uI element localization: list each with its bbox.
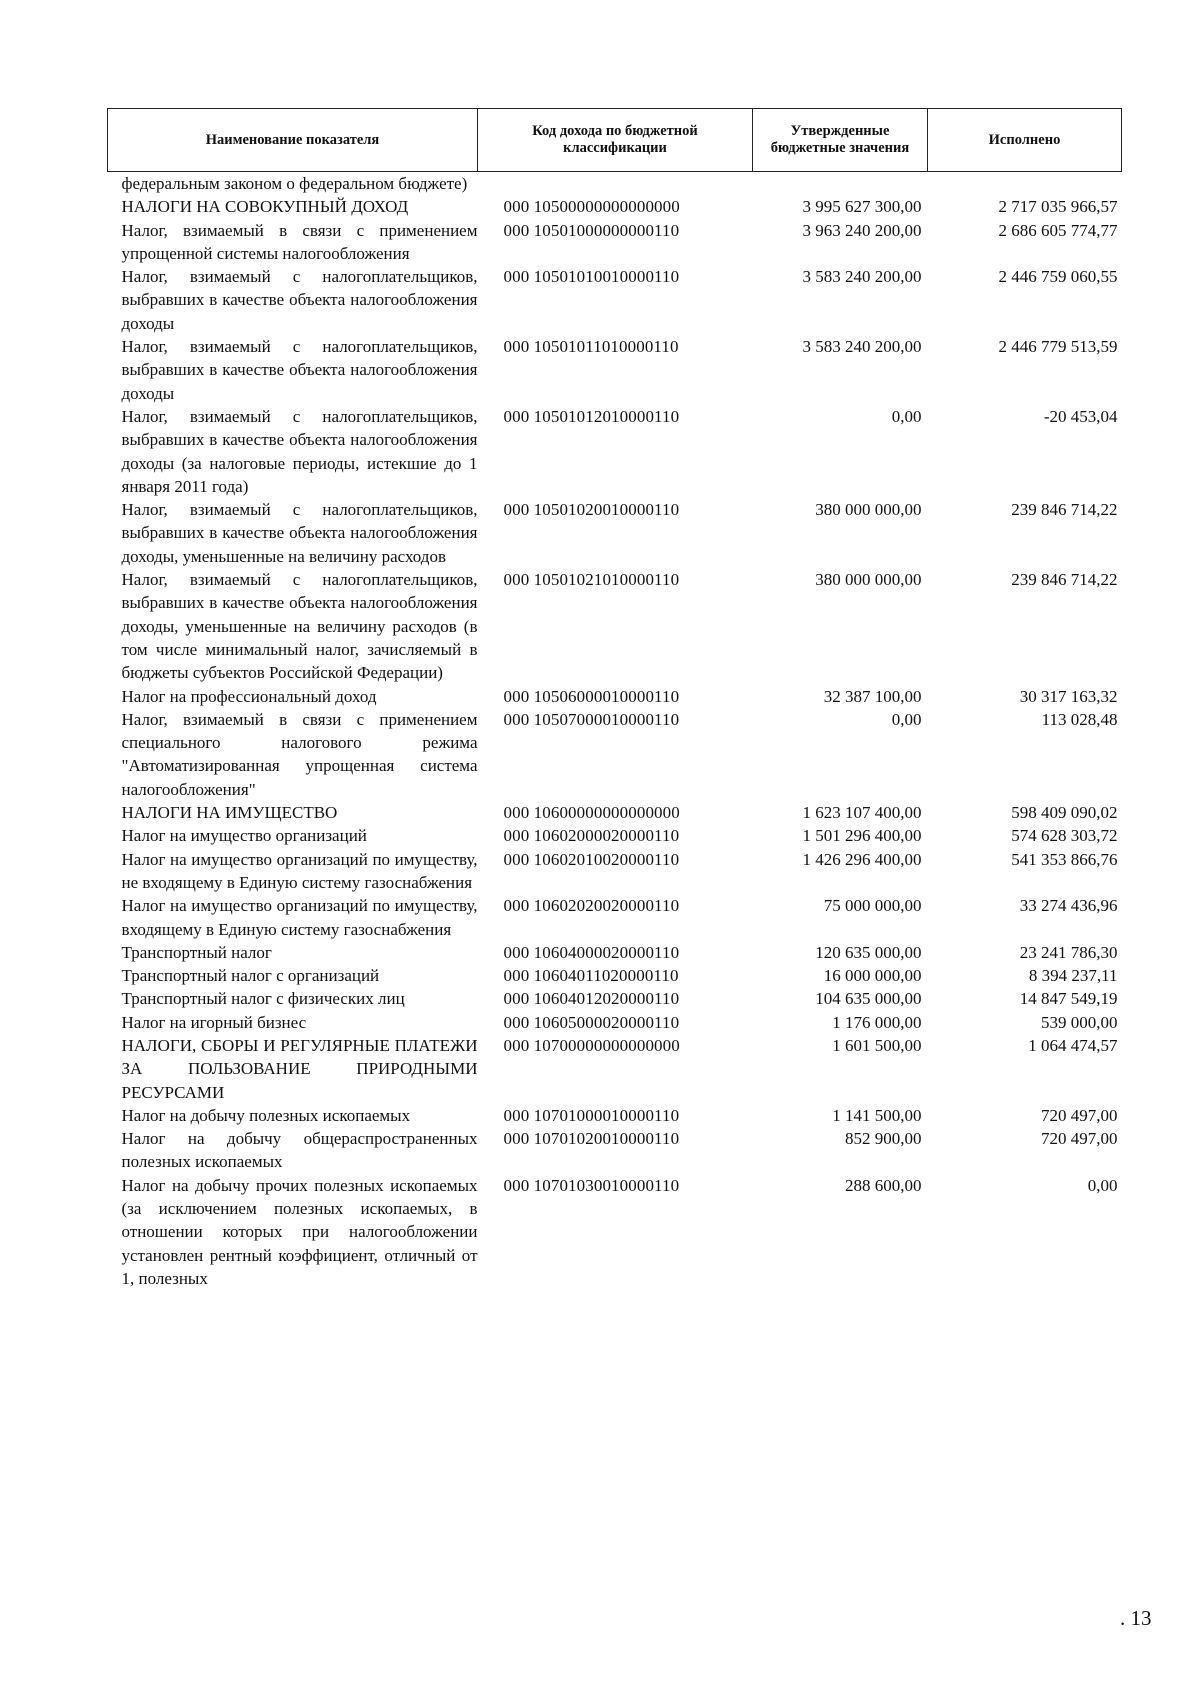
table-row: [108, 498, 1122, 568]
row-name: НАЛОГИ, СБОРЫ И РЕГУЛЯРНЫЕ ПЛАТЕЖИ ЗА ПОЛЬЗОВАНИЕ ПРИРОДНЫМИ РЕСУРСАМИ: [121, 1035, 478, 1102]
row-code: 000 10604012020000110: [503, 989, 680, 1009]
row-name: Транспортный налог с организаций: [121, 966, 380, 986]
row-code: [478, 172, 753, 196]
row-executed: 14 847 549,19: [1019, 989, 1118, 1009]
header-name: Наименование показателя: [108, 109, 478, 172]
row-approved: 1 501 296 400,00: [802, 826, 922, 846]
row-name: НАЛОГИ НА ИМУЩЕСТВО: [121, 803, 338, 823]
row-executed: 2 717 035 966,57: [998, 197, 1118, 217]
row-name: Налог, взимаемый с налогоплательщиков, выбравших в качестве объекта налогообложения доходы (за налоговые периоды, истекшие до 1 января 2011 года): [121, 406, 478, 496]
row-approved: 3 995 627 300,00: [802, 197, 922, 217]
table-row: [108, 335, 1122, 405]
header-approved: Утвержденные бюджетные значения: [753, 109, 928, 172]
row-approved: 380 000 000,00: [815, 500, 922, 520]
report-page: [107, 108, 1121, 1290]
row-executed: 2 446 779 513,59: [998, 337, 1118, 357]
row-name: Налог, взимаемый с налогоплательщиков, выбравших в качестве объекта налогообложения доходы, уменьшенные на величину расходов: [121, 500, 478, 566]
row-name: Налог, взимаемый с налогоплательщиков, выбравших в качестве объекта налогообложения доходы: [121, 267, 478, 333]
table-row: [108, 964, 1122, 987]
table-row: [108, 848, 1122, 895]
table-row: [108, 265, 1122, 335]
row-name: Налог на имущество организаций по имуществу, не входящему в Единую систему газоснабжения: [121, 849, 478, 892]
row-approved: 1 141 500,00: [832, 1105, 922, 1125]
row-code: 000 10507000010000110: [503, 709, 680, 729]
row-approved: 1 176 000,00: [832, 1012, 922, 1032]
row-executed: 113 028,48: [1041, 709, 1118, 729]
row-name: НАЛОГИ НА СОВОКУПНЫЙ ДОХОД: [121, 197, 409, 217]
row-executed: 574 628 303,72: [1011, 826, 1118, 846]
row-executed: 23 241 786,30: [1019, 942, 1118, 962]
table-row: [108, 405, 1122, 498]
row-executed: 239 846 714,22: [1011, 500, 1118, 520]
row-code: 000 10501020010000110: [503, 500, 680, 520]
row-name: Налог на игорный бизнес: [121, 1012, 307, 1032]
row-executed: 0,00: [1087, 1175, 1118, 1195]
row-name: Налог на имущество организаций: [121, 826, 367, 846]
row-executed: 30 317 163,32: [1019, 686, 1118, 706]
row-approved: 380 000 000,00: [815, 570, 922, 590]
row-name: Налог на добычу общераспространенных полезных ископаемых: [121, 1129, 478, 1172]
row-approved: 288 600,00: [845, 1175, 922, 1195]
row-executed: -20 453,04: [1043, 406, 1118, 426]
page-number: . 13: [1120, 1606, 1152, 1630]
row-name: Налог, взимаемый с налогоплательщиков, выбравших в качестве объекта налогообложения доходы, уменьшенные на величину расходов (в том числе минимальный налог, зачисляемый в бюджеты субъектов Российской Федерации): [121, 570, 478, 683]
row-name: Налог на профессиональный доход: [121, 686, 377, 706]
row-approved: 1 426 296 400,00: [802, 849, 922, 869]
row-executed: 2 446 759 060,55: [998, 267, 1118, 287]
row-executed: 1 064 474,57: [1028, 1035, 1118, 1055]
budget-income-table: [107, 108, 1122, 1290]
table-row: [108, 894, 1122, 941]
table-row: [108, 1034, 1122, 1104]
row-code: 000 10701020010000110: [503, 1129, 680, 1149]
row-executed: 539 000,00: [1041, 1012, 1118, 1032]
table-row: [108, 801, 1122, 824]
row-approved: 32 387 100,00: [823, 686, 922, 706]
row-approved: 104 635 000,00: [815, 989, 922, 1009]
row-executed: [928, 172, 1122, 196]
row-name: Транспортный налог с физических лиц: [121, 989, 405, 1009]
row-name: Налог, взимаемый в связи с применением специального налогового режима "Автоматизированная упрощенная система налогообложения": [121, 709, 478, 799]
row-code: 000 10602000020000110: [503, 826, 680, 846]
row-executed: 239 846 714,22: [1011, 570, 1118, 590]
table-row: [108, 1011, 1122, 1034]
table-row: [108, 987, 1122, 1010]
row-name: Налог, взимаемый с налогоплательщиков, выбравших в качестве объекта налогообложения доходы: [121, 337, 478, 403]
row-code: 000 10602010020000110: [503, 849, 680, 869]
table-row: [108, 824, 1122, 847]
row-executed: 8 394 237,11: [1028, 966, 1118, 986]
row-executed: 720 497,00: [1041, 1129, 1118, 1149]
row-executed: 598 409 090,02: [1011, 803, 1118, 823]
row-code: 000 10700000000000000: [503, 1035, 680, 1055]
row-code: 000 10701000010000110: [503, 1105, 680, 1125]
row-name: Налог на имущество организаций по имуществу, входящему в Единую систему газоснабжения: [121, 896, 478, 939]
table-row: [108, 172, 1122, 196]
row-executed: 720 497,00: [1041, 1105, 1118, 1125]
row-approved: 16 000 000,00: [823, 966, 922, 986]
row-code: 000 10605000020000110: [503, 1012, 680, 1032]
table-row: [108, 941, 1122, 964]
row-executed: 33 274 436,96: [1019, 896, 1118, 916]
row-approved: 3 583 240 200,00: [802, 337, 922, 357]
table-row: [108, 195, 1122, 218]
row-code: 000 10500000000000000: [503, 197, 680, 217]
row-code: 000 10501021010000110: [503, 570, 680, 590]
row-approved: 3 583 240 200,00: [802, 267, 922, 287]
table-row: [108, 1127, 1122, 1174]
row-approved: 852 900,00: [845, 1129, 922, 1149]
row-code: 000 10600000000000000: [503, 803, 680, 823]
row-code: 000 10506000010000110: [503, 686, 680, 706]
table-row: [108, 219, 1122, 266]
row-approved: 0,00: [891, 406, 922, 426]
row-approved: 0,00: [891, 709, 922, 729]
row-code: 000 10501000000000110: [503, 220, 680, 240]
row-approved: 1 601 500,00: [832, 1035, 922, 1055]
row-code: 000 10701030010000110: [503, 1175, 680, 1195]
header-code: Код дохода по бюджетной классификации: [478, 109, 753, 172]
header-executed: Исполнено: [928, 109, 1122, 172]
row-code: 000 10602020020000110: [503, 896, 680, 916]
row-approved: [753, 172, 928, 196]
row-code: 000 10604011020000110: [503, 966, 679, 986]
row-name: Налог, взимаемый в связи с применением упрощенной системы налогообложения: [121, 220, 478, 263]
row-executed: 2 686 605 774,77: [998, 220, 1118, 240]
table-row: [108, 568, 1122, 684]
table-header-row: [108, 109, 1122, 172]
row-code: 000 10501012010000110: [503, 406, 680, 426]
row-approved: 3 963 240 200,00: [802, 220, 922, 240]
row-name: Налог на добычу прочих полезных ископаемых (за исключением полезных ископаемых, в отношении которых при налогообложении установлен рентный коэффициент, отличный от 1, полезных: [121, 1175, 478, 1288]
row-code: 000 10501011010000110: [503, 337, 679, 357]
row-code: 000 10501010010000110: [503, 267, 680, 287]
table-row: [108, 685, 1122, 708]
table-row: [108, 1104, 1122, 1127]
row-approved: 1 623 107 400,00: [802, 803, 922, 823]
table-row: [108, 708, 1122, 801]
row-name: федеральным законом о федеральном бюджете): [121, 174, 468, 193]
row-name: Налог на добычу полезных ископаемых: [121, 1105, 411, 1125]
row-name: Транспортный налог: [121, 942, 272, 962]
row-code: 000 10604000020000110: [503, 942, 680, 962]
row-approved: 75 000 000,00: [823, 896, 922, 916]
row-executed: 541 353 866,76: [1011, 849, 1118, 869]
row-approved: 120 635 000,00: [815, 942, 922, 962]
table-row: [108, 1174, 1122, 1290]
